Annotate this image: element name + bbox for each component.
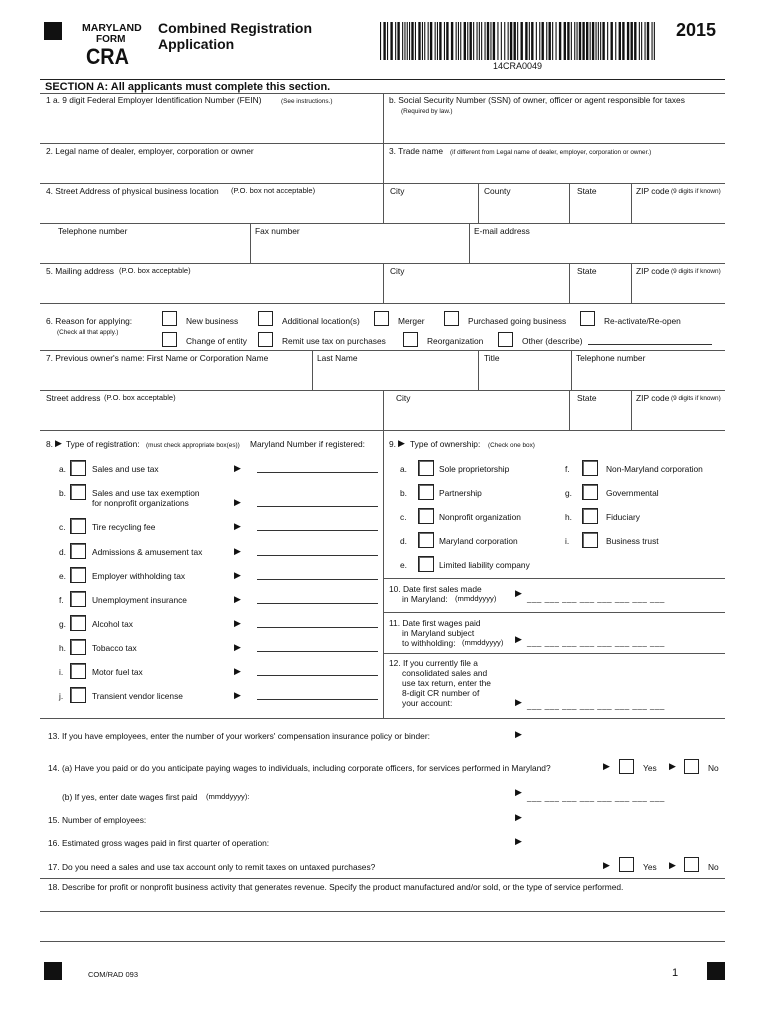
q14b-arrow-icon: ▶ — [515, 787, 522, 797]
q9-title: Type of ownership: — [410, 439, 481, 449]
q9-note: (Check one box) — [488, 442, 535, 449]
q8-item-arrow-icon: ▶ — [234, 463, 241, 473]
q8-item-label: Tire recycling fee — [92, 522, 156, 532]
q5-note: (P.O. box acceptable) — [119, 266, 191, 275]
q8-item-md-number-field[interactable] — [257, 627, 378, 628]
q14a-no-arrow-icon: ▶ — [669, 761, 676, 771]
q9-item-checkbox[interactable] — [582, 484, 598, 500]
q10-line2: in Maryland: — [402, 594, 448, 604]
legal-name-field[interactable] — [41, 157, 381, 182]
q8-item-md-number-field[interactable] — [257, 651, 378, 652]
q9-item-letter: i. — [565, 536, 570, 546]
form-title-line1: Combined Registration — [158, 20, 313, 36]
q9-item-label: Partnership — [439, 488, 482, 498]
q8-item-letter: g. — [59, 619, 66, 629]
q11-date-field[interactable]: ___ ___ ___ ___ ___ ___ ___ ___ — [527, 638, 665, 647]
q3-label: 3. Trade name — [389, 146, 444, 156]
q18-answer-line-2[interactable] — [40, 941, 725, 942]
q8-item-checkbox[interactable] — [70, 518, 86, 534]
q9-item-label: Fiduciary — [606, 512, 640, 522]
ssn-field[interactable] — [385, 117, 723, 142]
q6-checkbox-merger[interactable] — [374, 311, 389, 326]
q8-item-checkbox[interactable] — [70, 460, 86, 476]
page-number: 1 — [672, 967, 679, 979]
q8-item-letter: j. — [59, 691, 64, 701]
q9-item-label: Nonprofit organization — [439, 512, 521, 522]
q8-item-md-number-field[interactable] — [257, 699, 378, 700]
q8-item-label: Sales and use tax — [92, 464, 159, 474]
form-year: 2015 — [676, 20, 717, 40]
q9-item-label: Sole proprietorship — [439, 464, 510, 474]
q9-item-checkbox[interactable] — [418, 556, 434, 572]
q9-item-label: Business trust — [606, 536, 659, 546]
q11-line2: in Maryland subject — [402, 628, 475, 638]
q6-option-label: Remit use tax on purchases — [282, 336, 386, 346]
q8-arrow-icon: ▶ — [55, 438, 62, 448]
q8-item-arrow-icon: ▶ — [234, 570, 241, 580]
q8-note: (must check appropriate box(es)) — [146, 442, 240, 449]
q11-line1: 11. Date first wages paid — [389, 618, 481, 628]
barcode — [380, 22, 656, 60]
q8-item-md-number-field[interactable] — [257, 603, 378, 604]
q9-item-label: Governmental — [606, 488, 659, 498]
q8-item-letter: b. — [59, 488, 66, 498]
q5-city-label: City — [390, 266, 405, 276]
q17-yes-label: Yes — [643, 862, 657, 872]
q8-item-label: Unemployment insurance — [92, 595, 187, 605]
q6-checkbox-change-of-entity[interactable] — [162, 332, 177, 347]
q7-telephone-label: Telephone number — [576, 353, 646, 363]
q8-item-arrow-icon: ▶ — [234, 546, 241, 556]
q6-option-label: Purchased going business — [468, 316, 567, 326]
q14a-yes-label: Yes — [643, 763, 657, 773]
q8-item-md-number-field[interactable] — [257, 472, 378, 473]
q9-item-letter: f. — [565, 464, 570, 474]
q8-item-checkbox[interactable] — [70, 484, 86, 500]
q15-label: 15. Number of employees: — [48, 815, 147, 825]
q6-option-label: Reorganization — [427, 336, 484, 346]
q5-zip-label: ZIP code — [636, 266, 670, 276]
q9-item-letter: g. — [565, 488, 572, 498]
form-title-line2: Application — [158, 36, 235, 52]
q8-item-label: Employer withholding tax — [92, 571, 186, 581]
q6-checkbox-remit-use-tax[interactable] — [258, 332, 273, 347]
q6-checkbox-new-business[interactable] — [162, 311, 177, 326]
q17-no-label: No — [708, 862, 719, 872]
q8-item-md-number-field[interactable] — [257, 555, 378, 556]
q17-yes-arrow-icon: ▶ — [603, 860, 610, 870]
q16-label: 16. Estimated gross wages paid in first quarter of operation: — [48, 838, 270, 848]
q4-county-label: County — [484, 186, 511, 196]
q6-label: 6. Reason for applying: — [46, 316, 133, 326]
q8-item-md-number-field[interactable] — [257, 579, 378, 580]
form-code: CRA — [86, 44, 129, 69]
barcode-text: 14CRA0049 — [493, 61, 543, 71]
q8-item-letter: i. — [59, 667, 64, 677]
q8-item-label: Motor fuel tax — [92, 667, 143, 677]
telephone-label: Telephone number — [58, 226, 128, 236]
q8-md-number-label: Maryland Number if registered: — [250, 439, 365, 449]
corner-mark-bottom-left — [44, 962, 62, 980]
q8-item-label: Alcohol tax — [92, 619, 133, 629]
q8-item-arrow-icon: ▶ — [234, 594, 241, 604]
q4-zip-note: (9 digits if known) — [671, 188, 721, 195]
q7-title-label: Title — [484, 353, 500, 363]
q10-arrow-icon: ▶ — [515, 588, 522, 598]
q5-zip-note: (9 digits if known) — [671, 268, 721, 275]
q10-note: (mmddyyyy) — [455, 594, 497, 603]
q9-item-letter: a. — [400, 464, 407, 474]
q6-checkbox-other[interactable] — [498, 332, 513, 347]
fax-label: Fax number — [255, 226, 300, 236]
q6-option-label: Other (describe) — [522, 336, 583, 346]
q4-city-label: City — [390, 186, 405, 196]
corner-mark-top-left — [44, 22, 62, 40]
q4-state-label: State — [577, 186, 597, 196]
q12-line3: use tax return, enter the — [402, 678, 491, 688]
q13-label: 13. If you have employees, enter the number of your workers' compensation insurance policy or binder: — [48, 731, 430, 741]
q14a-no-checkbox[interactable] — [684, 759, 699, 774]
q16-arrow-icon: ▶ — [515, 836, 522, 846]
q7-street-label: Street address — [46, 393, 101, 403]
q7-street-note: (P.O. box acceptable) — [104, 393, 176, 402]
q7-label: 7. Previous owner's name: First Name or Corporation Name — [46, 353, 269, 363]
q8-item-letter: c. — [59, 522, 66, 532]
q14b-label: (b) If yes, enter date wages first paid — [62, 792, 198, 802]
q13-arrow-icon: ▶ — [515, 729, 522, 739]
q10-date-field[interactable]: ___ ___ ___ ___ ___ ___ ___ ___ — [527, 594, 665, 603]
email-label: E-mail address — [474, 226, 530, 236]
q6-note: (Check all that apply.) — [57, 329, 119, 336]
form-state-label: MARYLAND — [82, 22, 142, 34]
q12-line5: your account: — [402, 698, 453, 708]
q17-yes-checkbox[interactable] — [619, 857, 634, 872]
q6-option-label: Re-activate/Re-open — [604, 316, 681, 326]
section-a-title: SECTION A: All applicants must complete this section. — [45, 81, 331, 93]
fein-field[interactable] — [41, 107, 381, 142]
q8-item-checkbox[interactable] — [70, 687, 86, 703]
q1a-label: 1 a. 9 digit Federal Employer Identification Number (FEIN) — [46, 95, 262, 105]
q7-city-label: City — [396, 393, 411, 403]
q8-item-letter: h. — [59, 643, 66, 653]
q7-last-name-label: Last Name — [317, 353, 358, 363]
q6-option-label: Additional location(s) — [282, 316, 360, 326]
q12-line2: consolidated sales and — [402, 668, 488, 678]
q8-item-md-number-field[interactable] — [257, 675, 378, 676]
q8-item-md-number-field[interactable] — [257, 530, 378, 531]
q8-item-arrow-icon: ▶ — [234, 666, 241, 676]
q9-item-letter: d. — [400, 536, 407, 546]
q8-item-arrow-icon: ▶ — [234, 521, 241, 531]
q6-option-label: New business — [186, 316, 239, 326]
q8-item-label: Transient vendor license — [92, 691, 183, 701]
q7-state-label: State — [577, 393, 597, 403]
q1b-label: b. Social Security Number (SSN) of owner, officer or agent responsible for taxes — [389, 95, 685, 105]
q8-item-letter: f. — [59, 595, 64, 605]
q11-note: (mmddyyyy) — [462, 638, 504, 647]
q14a-label: 14. (a) Have you paid or do you anticipate paying wages to individuals, including corporate officers, for services performed in Maryland? — [48, 763, 551, 773]
q7-zip-note: (9 digits if known) — [671, 395, 721, 402]
street-address-field[interactable] — [41, 197, 381, 222]
q6-checkbox-reactivate[interactable] — [580, 311, 595, 326]
footer-form-code: COM/RAD 093 — [88, 970, 139, 979]
q8-item-checkbox[interactable] — [70, 663, 86, 679]
q9-item-label: Limited liability company — [439, 560, 530, 570]
q14b-date-field[interactable]: ___ ___ ___ ___ ___ ___ ___ ___ — [527, 793, 665, 802]
q9-arrow-icon: ▶ — [398, 438, 405, 448]
q12-arrow-icon: ▶ — [515, 697, 522, 707]
form-word-label: FORM — [96, 34, 126, 45]
q5-state-label: State — [577, 266, 597, 276]
q8-item-checkbox[interactable] — [70, 591, 86, 607]
q8-item-arrow-icon: ▶ — [234, 642, 241, 652]
q8-item-label: Admissions & amusement tax — [92, 547, 203, 557]
q9-item-checkbox[interactable] — [582, 508, 598, 524]
q10-line1: 10. Date first sales made — [389, 584, 482, 594]
q18-answer-line-1[interactable] — [40, 911, 725, 912]
q9-item-letter: b. — [400, 488, 407, 498]
q12-cr-number-field[interactable]: ___ ___ ___ ___ ___ ___ ___ ___ — [527, 701, 665, 710]
q8-item-arrow-icon: ▶ — [234, 618, 241, 628]
q8-item-label: Sales and use tax exemption — [92, 488, 200, 498]
q8-item-letter: e. — [59, 571, 66, 581]
q12-line4: 8-digit CR number of — [402, 688, 480, 698]
q2-label: 2. Legal name of dealer, employer, corporation or owner — [46, 146, 254, 156]
q8-item-checkbox[interactable] — [70, 639, 86, 655]
q8-item-arrow-icon: ▶ — [234, 690, 241, 700]
q8-item-letter: d. — [59, 547, 66, 557]
q9-item-checkbox[interactable] — [418, 484, 434, 500]
q8-item-label-line2: for nonprofit organizations — [92, 498, 189, 508]
q3-note: (if different from Legal name of dealer, employer, corporation or owner.) — [450, 149, 652, 156]
q6-other-describe-line[interactable] — [588, 344, 712, 345]
q8-item-checkbox[interactable] — [70, 615, 86, 631]
q9-item-checkbox[interactable] — [582, 532, 598, 548]
q9-item-label: Maryland corporation — [439, 536, 518, 546]
q9-number: 9. — [389, 439, 396, 449]
q4-note: (P.O. box not acceptable) — [231, 186, 316, 195]
trade-name-field[interactable] — [385, 157, 723, 182]
q9-item-checkbox[interactable] — [582, 460, 598, 476]
q17-label: 17. Do you need a sales and use tax account only to remit taxes on untaxed purchases? — [48, 862, 376, 872]
q9-item-checkbox[interactable] — [418, 508, 434, 524]
q11-line3: to withholding: — [402, 638, 456, 648]
q6-checkbox-additional-location[interactable] — [258, 311, 273, 326]
q1a-note: (See instructions.) — [281, 98, 333, 105]
q12-line1: 12. If you currently file a — [389, 658, 478, 668]
q9-item-label: Non-Maryland corporation — [606, 464, 703, 474]
q6-checkbox-reorganization[interactable] — [403, 332, 418, 347]
q7-zip-label: ZIP code — [636, 393, 670, 403]
q4-label: 4. Street Address of physical business location — [46, 186, 219, 196]
q8-title: Type of registration: — [66, 439, 140, 449]
q9-item-letter: h. — [565, 512, 572, 522]
q6-option-label: Change of entity — [186, 336, 247, 346]
q15-arrow-icon: ▶ — [515, 812, 522, 822]
q11-arrow-icon: ▶ — [515, 634, 522, 644]
q6-checkbox-purchased-going-business[interactable] — [444, 311, 459, 326]
q9-item-checkbox[interactable] — [418, 532, 434, 548]
q14a-yes-arrow-icon: ▶ — [603, 761, 610, 771]
q8-item-label: Tobacco tax — [92, 643, 137, 653]
q14a-no-label: No — [708, 763, 719, 773]
q8-item-checkbox[interactable] — [70, 543, 86, 559]
q8-item-md-number-field[interactable] — [257, 506, 378, 507]
q8-item-letter: a. — [59, 464, 66, 474]
q8-item-arrow-icon: ▶ — [234, 497, 241, 507]
corner-mark-bottom-right — [707, 962, 725, 980]
q9-item-letter: e. — [400, 560, 407, 570]
q9-item-letter: c. — [400, 512, 407, 522]
q8-item-checkbox[interactable] — [70, 567, 86, 583]
q6-option-label: Merger — [398, 316, 425, 326]
q4-zip-label: ZIP code — [636, 186, 670, 196]
q14a-yes-checkbox[interactable] — [619, 759, 634, 774]
q1b-note: (Required by law.) — [401, 108, 453, 115]
q14b-note: (mmddyyyy): — [206, 792, 250, 801]
q17-no-checkbox[interactable] — [684, 857, 699, 872]
q9-item-checkbox[interactable] — [418, 460, 434, 476]
q8-number: 8. — [46, 439, 53, 449]
q17-no-arrow-icon: ▶ — [669, 860, 676, 870]
q5-label: 5. Mailing address — [46, 266, 114, 276]
q18-label: 18. Describe for profit or nonprofit business activity that generates revenue. Specify the product manufactured and/or sold, or the type of service performed. — [48, 882, 624, 892]
